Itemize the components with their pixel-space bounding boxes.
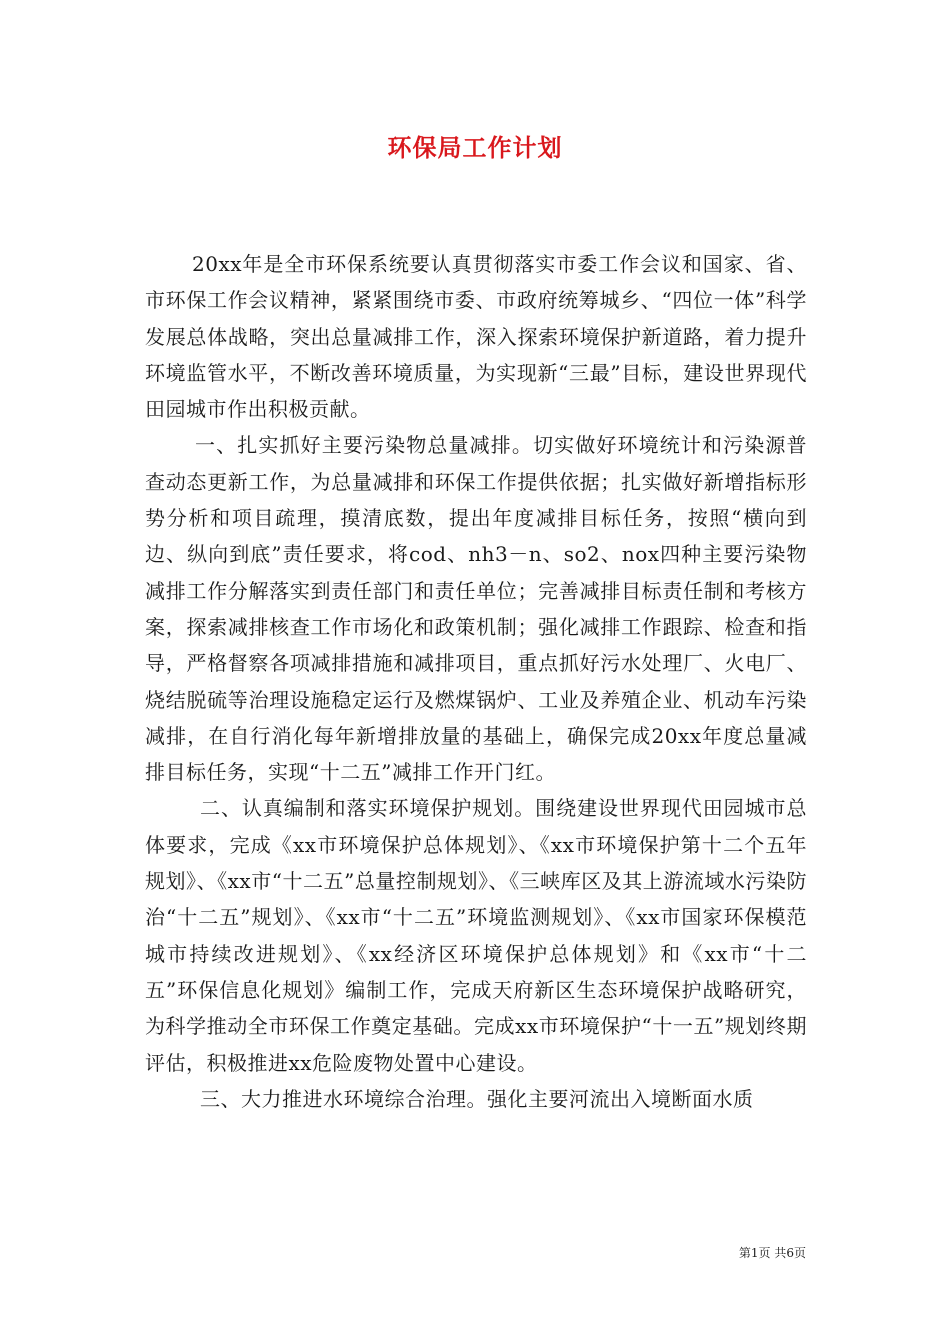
paragraph-section-1: 一、扎实抓好主要污染物总量减排。切实做好环境统计和污染源普查动态更新工作，为总量减排和环保工作提供依据；扎实做好新增指标形势分析和项目疏理，摸清底数，提出年度减排目标任务，按照“横向到边、纵向到底”责任要求，将cod、nh3－n、so2、nox四种主要污染物减排工作分解落实到责任部门和责任单位；完善减排目标责任制和考核方案，探索减排核查工作市场化和政策机制；强化减排工作跟踪、检查和指导，严格督察各项减排措施和减排项目，重点抓好污水处理厂、火电厂、烧结脱硫等治理设施稳定运行及燃煤锅炉、工业及养殖企业、机动车污染减排，在自行消化每年新增排放量的基础上，确保完成20xx年度总量减排目标任务，实现“十二五”减排工作开门红。 [145,433,807,785]
document-body [145,246,807,1117]
paragraph-section-2: 二、认真编制和落实环境保护规划。围绕建设世界现代田园城市总体要求，完成《xx市环境保护总体规划》、《xx市环境保护第十二个五年规划》、《xx市“十二五”总量控制规划》、《三峡库区及其上游流域水污染防治“十二五”规划》、《xx市“十二五”环境监测规划》、《xx市国家环保模范城市持续改进规划》、《xx经济区环境保护总体规划》和《xx市“十二五”环保信息化规划》编制工作，完成天府新区生态环境保护战略研究，为科学推动全市环保工作奠定基础。完成xx市环境保护“十一五”规划终期评估，积极推进xx危险废物处置中心建设。 [145,796,807,1075]
paragraph-intro: 20xx年是全市环保系统要认真贯彻落实市委工作会议和国家、省、市环保工作会议精神，紧紧围绕市委、市政府统筹城乡、“四位一体”科学发展总体战略，突出总量减排工作，深入探索环境保护新道路，着力提升环境监管水平，不断改善环境质量，为实现新“三最”目标，建设世界现代田园城市作出积极贡献。 [145,252,807,422]
paragraph-section-3: 三、大力推进水环境综合治理。强化主要河流出入境断面水质 [200,1086,754,1111]
page-number-footer: 第1页 共6页 [738,1246,806,1260]
document-title: 环保局工作计划 [387,133,563,162]
